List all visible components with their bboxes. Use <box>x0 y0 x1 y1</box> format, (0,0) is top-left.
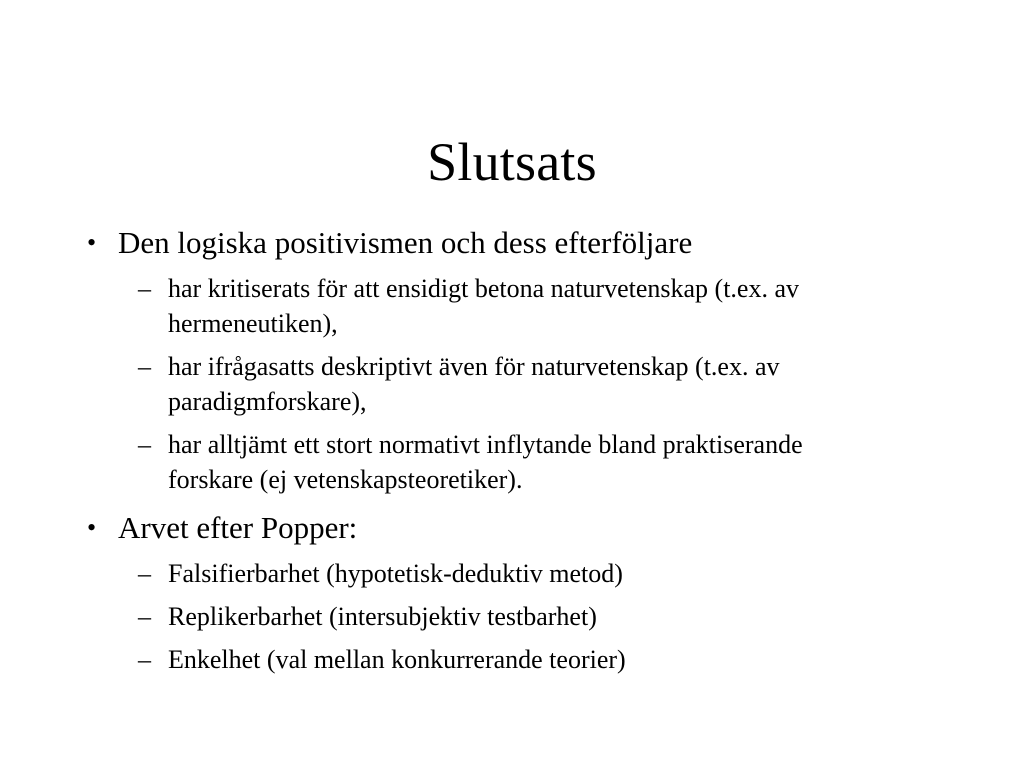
bullet-text-level1: Arvet efter Popper: <box>118 510 358 545</box>
list-item <box>80 222 944 263</box>
bullet-text-level2: har ifrågasatts deskriptivt även för naturvetenskap (t.ex. av paradigmforskare), <box>168 352 780 416</box>
bullet-dash-icon: – <box>138 274 151 303</box>
slide-body-content <box>80 222 944 677</box>
bullet-dash-icon: – <box>138 352 151 381</box>
list-item <box>80 271 944 341</box>
list-item <box>80 642 944 677</box>
bullet-dot-icon: • <box>87 513 97 542</box>
bullet-dash-icon: – <box>138 645 151 674</box>
bullet-text-level2: har alltjämt ett stort normativt inflytande bland praktiserande forskare (ej vetenskapsteoretiker). <box>168 430 803 494</box>
list-item <box>80 599 944 634</box>
list-item <box>80 507 944 548</box>
bullet-text-level2: Falsifierbarhet (hypotetisk-deduktiv metod) <box>168 559 623 588</box>
list-item <box>80 427 944 497</box>
page-title: Slutsats <box>427 132 597 193</box>
bullet-dash-icon: – <box>138 602 151 631</box>
bullet-text-level1: Den logiska positivismen och dess efterföljare <box>118 225 693 260</box>
list-item <box>80 556 944 591</box>
bullet-text-level2: har kritiserats för att ensidigt betona naturvetenskap (t.ex. av hermeneutiken), <box>168 274 800 338</box>
bullet-dot-icon: • <box>87 228 97 257</box>
bullet-dash-icon: – <box>138 430 151 459</box>
bullet-dash-icon: – <box>138 559 151 588</box>
list-item <box>80 349 944 419</box>
bullet-text-level2: Replikerbarhet (intersubjektiv testbarhet) <box>168 602 597 631</box>
section-spacer <box>80 497 944 507</box>
bullet-text-level2: Enkelhet (val mellan konkurrerande teorier) <box>168 645 626 674</box>
